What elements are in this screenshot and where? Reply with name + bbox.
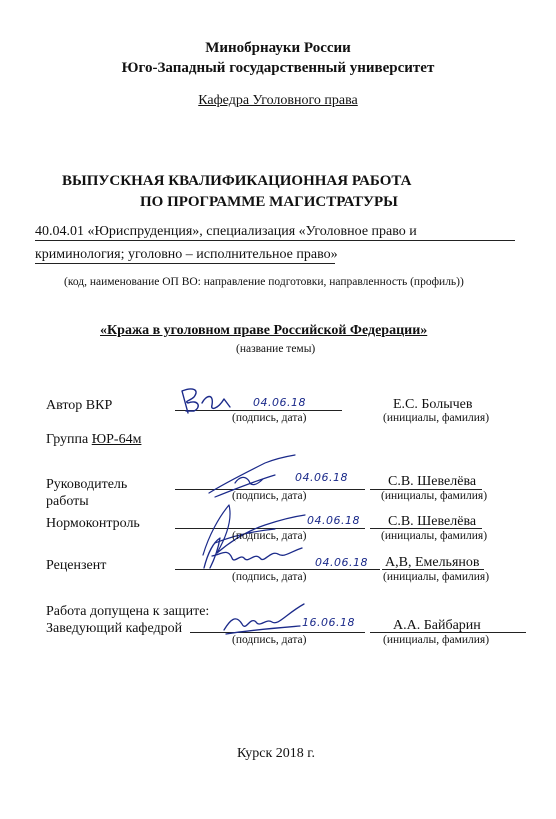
- reviewer-name-line: [382, 569, 484, 570]
- admission-signature-caption: (подпись, дата): [232, 634, 307, 646]
- normcontrol-signature-caption: (подпись, дата): [232, 530, 307, 542]
- reviewer-label: Рецензент: [46, 558, 107, 573]
- program-line2: криминология; уголовно – исполнительное право»: [35, 247, 338, 262]
- program-line1: 40.04.01 «Юриспруденция», специализация «Уголовное право и: [35, 224, 417, 239]
- normcontrol-handwritten-date: 04.06.18: [307, 514, 360, 527]
- supervisor-name-caption: (инициалы, фамилия): [381, 490, 488, 502]
- author-name-caption: (инициалы, фамилия): [383, 412, 490, 424]
- topic-caption: (название темы): [236, 343, 316, 355]
- reviewer-name-caption: (инициалы, фамилия): [383, 571, 490, 583]
- author-signature-caption: (подпись, дата): [232, 412, 307, 424]
- document-title-line2: ПО ПРОГРАММЕ МАГИСТРАТУРЫ: [140, 194, 398, 210]
- admission-name-caption: (инициалы, фамилия): [383, 634, 490, 646]
- topic-text: «Кража в уголовном праве Российской Федерации»: [100, 323, 428, 338]
- normcontrol-name-line: [370, 528, 482, 529]
- document-title-line1: ВЫПУСКНАЯ КВАЛИФИКАЦИОННАЯ РАБОТА: [62, 173, 412, 189]
- author-name: Е.С. Болычев: [393, 397, 473, 412]
- reviewer-name: А,В, Емельянов: [385, 555, 480, 570]
- normcontrol-name: С.В. Шевелёва: [388, 514, 477, 529]
- author-label: Автор ВКР: [46, 398, 113, 413]
- program-underline-1: [35, 240, 515, 241]
- group-value: ЮР-64м: [91, 432, 142, 447]
- supervisor-name: С.В. Шевелёва: [388, 474, 477, 489]
- city-year: Курск 2018 г.: [237, 746, 315, 761]
- university-name: Юго-Западный государственный университет: [121, 60, 435, 76]
- supervisor-label-line2: работы: [46, 494, 89, 509]
- group-label: Группа: [46, 432, 89, 447]
- normcontrol-name-caption: (инициалы, фамилия): [381, 530, 488, 542]
- reviewer-signature: [198, 534, 308, 574]
- reviewer-handwritten-date: 04.06.18: [315, 556, 368, 569]
- supervisor-signature-caption: (подпись, дата): [232, 490, 307, 502]
- reviewer-signature-caption: (подпись, дата): [232, 571, 307, 583]
- normcontrol-label: Нормоконтроль: [46, 516, 140, 531]
- group-row: [46, 432, 141, 448]
- admission-name-line: [370, 632, 526, 633]
- program-underline-2: [35, 263, 335, 264]
- supervisor-handwritten-date: 04.06.18: [295, 471, 348, 484]
- author-handwritten-date: 04.06.18: [253, 396, 306, 409]
- department-name: [0, 93, 556, 109]
- program-caption: (код, наименование ОП ВО: направление подготовки, направленность (профиль)): [64, 276, 464, 288]
- admission-handwritten-date: 16.06.18: [302, 616, 355, 629]
- admission-name: А.А. Байбарин: [393, 618, 481, 633]
- admission-label-line2: Заведующий кафедрой: [46, 621, 183, 636]
- department-label: Кафедра Уголовного права: [198, 93, 358, 108]
- author-signature: [178, 385, 238, 417]
- supervisor-label-line1: Руководитель: [46, 477, 128, 492]
- admission-label-line1: Работа допущена к защите:: [46, 604, 210, 619]
- ministry-name: Минобрнауки России: [205, 40, 351, 56]
